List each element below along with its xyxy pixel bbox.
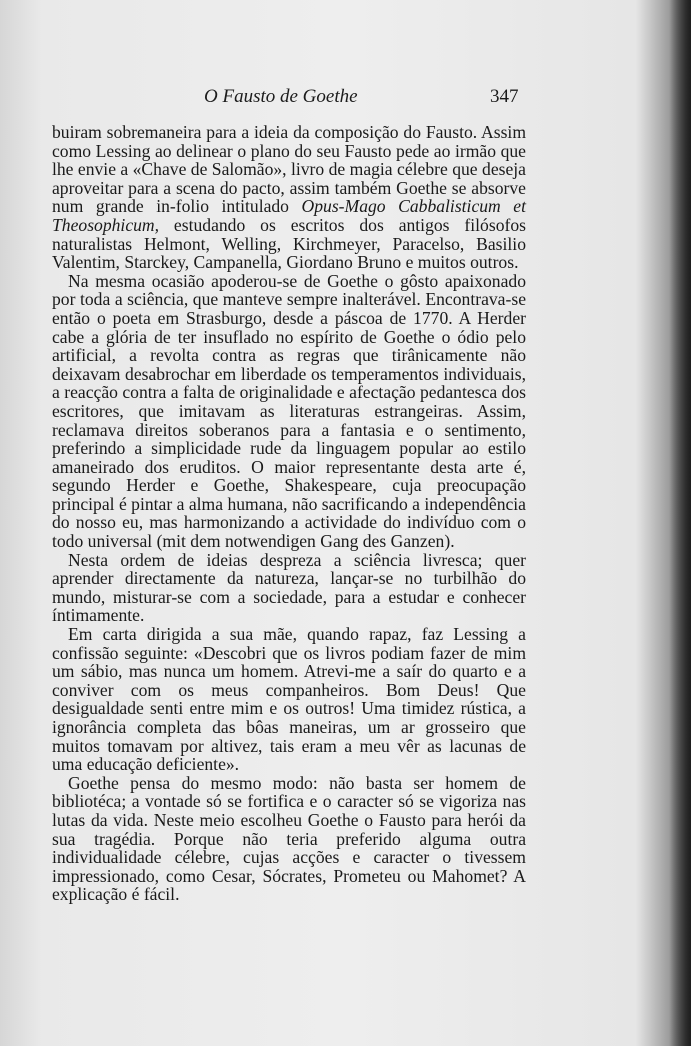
text-run: Na mesma ocasião apoderou-se de Goethe o gôsto apaixonado por toda a sciência, que manteve sempre inalterável. Encontrava-se então o poeta em Strasburgo, desde a páscoa de 1770. A Herder cabe a glória de ter insuflado no espírito de Goethe o ódio pelo artificial, a revolta contra as regras que tirânicamente não deixavam desabrochar em liberdade os temperamentos individuais, a reacção contra a falta de originalidade e afectação pedantesca dos escritores, que imitavam as literaturas estrangeiras. Assim, reclamava direitos soberanos para a fantasia e o sentimento, preferindo a simplicidade rude da linguagem popular ao estilo amaneirado dos eruditos. O maior representante desta arte é, segundo Herder e Goethe, Shakespeare, cuja preocupação principal é pintar a alma humana, não sacrificando a independência do nosso eu, mas harmonizando a actividade do indivíduo com o todo universal (mit dem notwendigen Gang des Ganzen). [52, 270, 526, 552]
paragraph [52, 551, 526, 625]
book-title-italic: Opus-Mago Cabbalisticum et Theosophicum, [52, 196, 526, 235]
text-run: Nesta ordem de ideias despreza a sciência livresca; quer aprender directamente da natureza, lançar-se no turbilhão do mundo, misturar-se com a sociedade, para a estudar e conhecer íntimamente. [52, 549, 526, 626]
page-binding-shadow [669, 0, 691, 1046]
text-run: Em carta dirigida a sua mãe, quando rapaz, faz Lessing a confissão seguinte: «Descobri que os livros podiam fazer de mim um sábio, mas nunca um homem. Atrevi-me a saír do quarto e a conviver com os meus companheiros. Bom Deus! Que desigualdade senti entre mim e os outros! Uma timidez rústica, a ignorância completa das bôas maneiras, um ar grosseiro que muitos tomavam por altivez, tais eram a meu vêr as lacunas de uma educação deficiente». [52, 624, 526, 775]
paragraph [52, 774, 526, 904]
text-run: estudando os escritos dos antigos filósofos naturalistas Helmont, Welling, Kirchmeyer, Paracelso, Basilio Valentim, Starckey, Campanella, Giordano Bruno e muitos outros. [52, 214, 526, 273]
page-header [0, 86, 691, 116]
paragraph [52, 625, 526, 774]
paragraph [52, 123, 526, 272]
paragraph [52, 272, 526, 551]
text-run: Goethe pensa do mesmo modo: não basta ser homem de bibliotéca; a vontade só se fortifica e o caracter só se vigoriza nas lutas da vida. Neste meio escolheu Goethe o Fausto para herói da sua tragédia. Porque não teria preferido alguma outra individualidade célebre, cujas acções e caracter o tivessem impressionado, como Cesar, Sócrates, Prometeu ou Mahomet? A explicação é fácil. [52, 772, 526, 905]
body-text [52, 123, 526, 904]
running-title: O Fausto de Goethe [204, 86, 358, 107]
page-number: 347 [490, 86, 519, 107]
text-run: buiram sobremaneira para a ideia da composição do Fausto. Assim como Lessing ao delinear o plano do seu Fausto pede ao irmão que lhe envie a «Chave de Salomão», livro de magia célebre que deseja aproveitar para a scena do pacto, assim também Goethe se absorve num grande in-folio intitulado [52, 122, 526, 217]
